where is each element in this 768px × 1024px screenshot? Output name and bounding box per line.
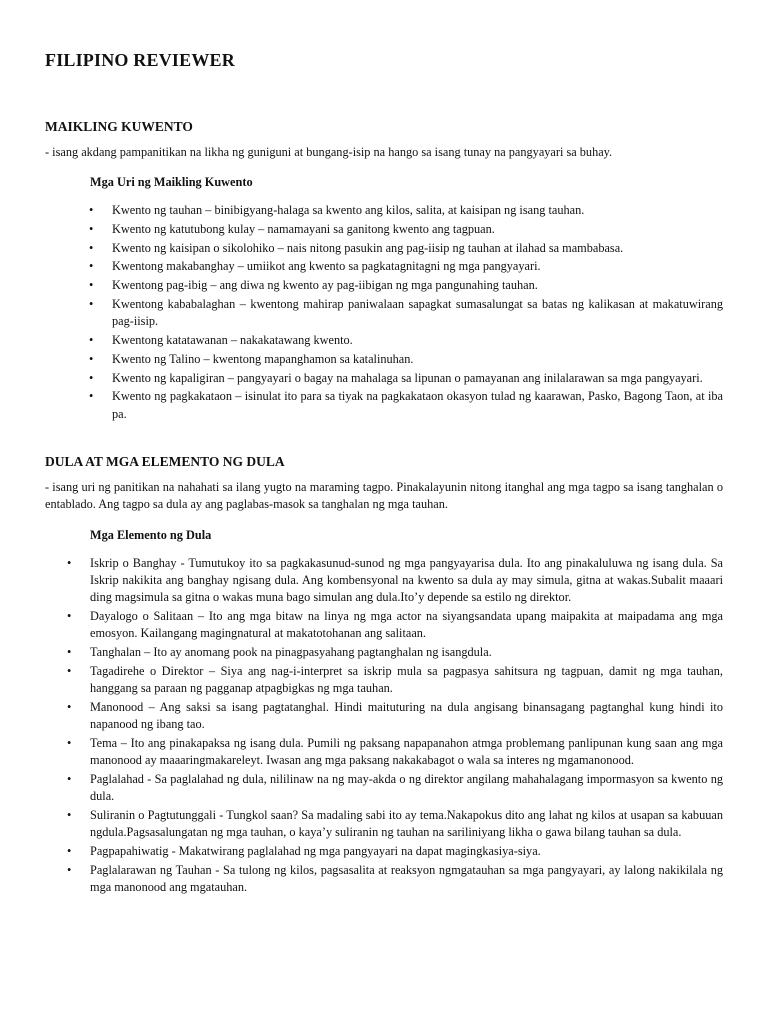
section-heading: DULA AT MGA ELEMENTO NG DULA xyxy=(45,454,285,469)
list-item: • Paglalarawan ng Tauhan - Sa tulong ng kilos, pagsasalita at reaksyon ngmgatauhan sa mga pangyayari, ay lalong nakikilala ng mga manonood ang mgatauhan. xyxy=(45,862,723,896)
list-item: • Pagpapahiwatig - Makatwirang paglalahad ng mga pangyayari na dapat magingkasiya-siya. xyxy=(45,843,723,860)
subsection-heading: Mga Uri ng Maikling Kuwento xyxy=(90,175,253,189)
list-item: • Suliranin o Pagtutunggali - Tungkol saan? Sa madaling sabi ito ay tema.Nakapokus dito ang lahat ng kilos at usapan sa kabuuan ngdula.Pagsasalungatan ng mga tauhan, o kaya’y suliranin ng tauhan na sariliniyang likha o gawa bilang tauhan sa dula. xyxy=(45,807,723,841)
bullet-list-uri xyxy=(45,202,723,423)
list-item: • Kwento ng kaisipan o sikolohiko – nais nitong pasukin ang pag-iisip ng tauhan at ilahad sa mambabasa. xyxy=(45,240,723,257)
list-item: • Kwento ng pagkakataon – isinulat ito para sa tiyak na pagkakataon okasyon tulad ng kaarawan, Pasko, Bagong Taon, at iba pa. xyxy=(45,388,723,422)
section-definition: - isang uri ng panitikan na nahahati sa ilang yugto na maraming tagpo. Pinakalayunin nitong itanghal ang mga tagpo sa isang tanghalan o entablado. Ang tagpo sa dula ay ang paglabas-masok sa tanghalan ng mga tauhan. xyxy=(45,480,723,511)
list-item: • Kwentong katatawanan – nakakatawang kwento. xyxy=(45,332,723,349)
list-item: • Kwentong kababalaghan – kwentong mahirap paniwalaan sapagkat sumasalungat sa batas ng kalikasan at makatuwirang pag-iisip. xyxy=(45,296,723,330)
list-item: • Kwento ng kapaligiran – pangyayari o bagay na mahalaga sa lipunan o pamayanan ang inilalarawan sa mga pangyayari. xyxy=(45,370,723,387)
subsection-heading: Mga Elemento ng Dula xyxy=(90,528,212,542)
section-maikling-kuwento xyxy=(45,119,723,424)
bullet-list-elemento xyxy=(45,555,723,896)
list-item: • Kwento ng tauhan – binibigyang-halaga sa kwento ang kilos, salita, at kaisipan ng isang tauhan. xyxy=(45,202,723,219)
list-item: • Tanghalan – Ito ay anomang pook na pinagpasyahang pagtanghalan ng isangdula. xyxy=(45,644,723,661)
section-heading: MAIKLING KUWENTO xyxy=(45,119,193,134)
section-definition: - isang akdang pampanitikan na likha ng guniguni at bungang-isip na hango sa isang tunay na pangyayari sa buhay. xyxy=(45,145,613,159)
list-item: • Kwentong pag-ibig – ang diwa ng kwento ay pag-iibigan ng mga pangunahing tauhan. xyxy=(45,277,723,294)
list-item: • Iskrip o Banghay - Tumutukoy ito sa pagkakasunud-sunod ng mga pangyayarisa dula. Ito ang pinakaluluwa ng isang dula. Sa Iskrip nakikita ang banghay ngisang dula. Ang kombensyonal na kwento sa dula ay may simula, gitna at wakas.Subalit maaari ding magsimula sa gitna o wakas muna bago simulan ang dula.Ito’y depende sa estilo ng direktor. xyxy=(45,555,723,607)
list-item: • Kwentong makabanghay – umiikot ang kwento sa pagkatagnitagni ng mga pangyayari. xyxy=(45,258,723,275)
section-dula xyxy=(45,454,723,898)
list-item: • Kwento ng Talino – kwentong mapanghamon sa katalinuhan. xyxy=(45,351,723,368)
list-item: • Paglalahad - Sa paglalahad ng dula, nililinaw na ng may-akda o ng direktor angilang mahahalagang impormasyon sa kwento ng dula. xyxy=(45,771,723,805)
list-item: • Tema – Ito ang pinakapaksa ng isang dula. Pumili ng paksang napapanahon atmga problemang panlipunan kung saan ang mga manonood ay maaaringmakarelеyt. Iwasan ang mga paksang nakakabagot o wala sa interes ng mgamanonood. xyxy=(45,735,723,769)
document-title: FILIPINO REVIEWER xyxy=(45,50,235,70)
list-item: • Dayalogo o Salitaan – Ito ang mga bitaw na linya ng mga actor na siyangsandata upang maipakita at maipadama ang mga emosyon. Kailangang magingnatural at makatotohanan ang salitaan. xyxy=(45,608,723,642)
list-item: • Manonood – Ang saksi sa isang pagtatanghal. Hindi maituturing na dula angisang binansagang pagtanghal kung hindi ito napanood ng ibang tao. xyxy=(45,699,723,733)
list-item: • Kwento ng katutubong kulay – namamayani sa ganitong kwento ang tagpuan. xyxy=(45,221,723,238)
list-item: • Tagadirehe o Direktor – Siya ang nag-i-interpret sa iskrip mula sa pagpasya sahitsura ng tagpuan, damit ng mga tauhan, hanggang sa paraan ng pagganap atpagbigkas ng mga tauhan. xyxy=(45,663,723,697)
